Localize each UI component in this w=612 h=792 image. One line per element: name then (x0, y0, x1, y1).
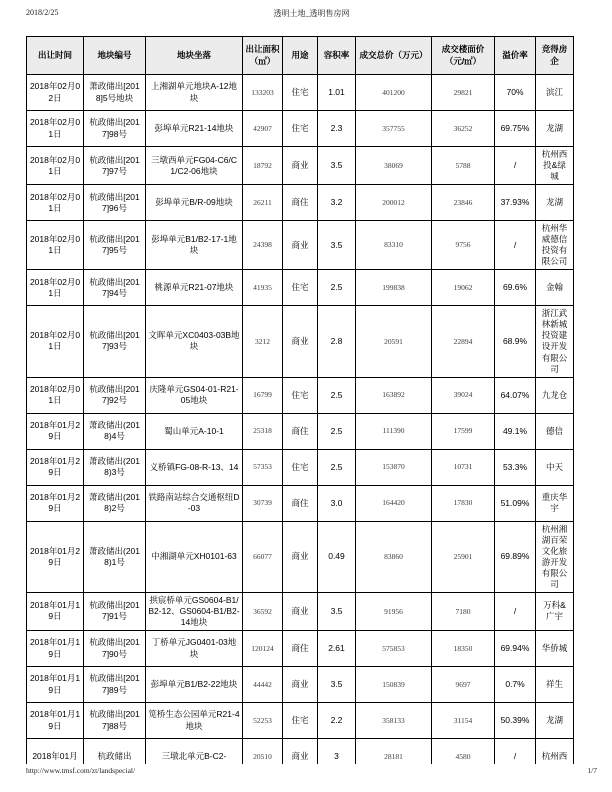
table-row (27, 667, 574, 703)
cell-far: 2.3 (318, 111, 356, 147)
cell-company: 杭州湘湖百荣文化旅游开发有限公司 (536, 521, 574, 592)
column-header: 溢价率 (495, 37, 536, 75)
table-row (27, 449, 574, 485)
cell-code: 杭政储出[2017]90号 (84, 631, 146, 667)
cell-area: 18792 (243, 147, 283, 185)
cell-area: 36592 (243, 592, 283, 630)
cell-company: 龙湖 (536, 111, 574, 147)
cell-far: 2.5 (318, 449, 356, 485)
land-transactions-table (26, 36, 574, 764)
table-row (27, 485, 574, 521)
table-row (27, 631, 574, 667)
cell-total-price: 163892 (356, 377, 432, 413)
cell-company: 龙湖 (536, 185, 574, 221)
cell-floor-price: 19062 (432, 270, 495, 306)
table-row (27, 270, 574, 306)
cell-far: 3.2 (318, 185, 356, 221)
cell-floor-price: 17830 (432, 485, 495, 521)
cell-date: 2018年02月01日 (27, 111, 84, 147)
cell-total-price: 575853 (356, 631, 432, 667)
cell-location: 铁路南站综合交通枢纽D-03 (146, 485, 243, 521)
cell-far: 3.5 (318, 147, 356, 185)
table-row (27, 703, 574, 739)
cell-location: 拱宸桥单元GS0604-B1/B2-12、GS0604-B1/B2-14地块 (146, 592, 243, 630)
cell-date: 2018年02月01日 (27, 306, 84, 377)
cell-total-price: 20591 (356, 306, 432, 377)
cell-floor-price: 36252 (432, 111, 495, 147)
cell-premium: 70% (495, 75, 536, 111)
cell-premium: 68.9% (495, 306, 536, 377)
footer-url: http://www.tmsf.com/zt/landspecial/ (26, 766, 136, 775)
cell-area: 24398 (243, 221, 283, 270)
cell-date: 2018年01月29日 (27, 485, 84, 521)
cell-far: 3.5 (318, 592, 356, 630)
cell-date: 2018年01月19日 (27, 592, 84, 630)
table-row (27, 306, 574, 377)
cell-premium: 53.3% (495, 449, 536, 485)
table-row (27, 75, 574, 111)
cell-use: 商业 (283, 592, 318, 630)
cell-total-price: 357755 (356, 111, 432, 147)
cell-total-price: 199838 (356, 270, 432, 306)
table-clip-region (26, 36, 574, 764)
cell-premium: / (495, 592, 536, 630)
cell-code: 杭政储出[2017]97号 (84, 147, 146, 185)
cell-location: 三墩北单元B-C2- (146, 739, 243, 764)
cell-area: 120124 (243, 631, 283, 667)
column-header: 地块编号 (84, 37, 146, 75)
cell-total-price: 150839 (356, 667, 432, 703)
cell-date: 2018年02月01日 (27, 377, 84, 413)
cell-floor-price: 39024 (432, 377, 495, 413)
cell-use: 商业 (283, 739, 318, 764)
print-footer (26, 766, 597, 778)
cell-company: 中天 (536, 449, 574, 485)
column-header: 地块坐落 (146, 37, 243, 75)
cell-premium: / (495, 221, 536, 270)
cell-floor-price: 29821 (432, 75, 495, 111)
cell-code: 萧政储出[2018]5号地块 (84, 75, 146, 111)
cell-total-price: 83860 (356, 521, 432, 592)
cell-company: 杭州华威德信投资有限公司 (536, 221, 574, 270)
cell-company: 九龙仓 (536, 377, 574, 413)
cell-code: 萧政储出(2018)2号 (84, 485, 146, 521)
cell-location: 三墩西单元FG04-C6/C1/C2-06地块 (146, 147, 243, 185)
cell-date: 2018年02月01日 (27, 221, 84, 270)
cell-company: 祥生 (536, 667, 574, 703)
cell-location: 上湘湖单元地块A-12地块 (146, 75, 243, 111)
cell-date: 2018年01月29日 (27, 521, 84, 592)
cell-use: 商住 (283, 485, 318, 521)
cell-company: 杭州西 (536, 739, 574, 764)
cell-premium: 64.07% (495, 377, 536, 413)
cell-total-price: 153870 (356, 449, 432, 485)
cell-premium: 69.6% (495, 270, 536, 306)
column-header: 出让面积（㎡） (243, 37, 283, 75)
table-row (27, 739, 574, 764)
cell-use: 住宅 (283, 703, 318, 739)
cell-floor-price: 22894 (432, 306, 495, 377)
cell-total-price: 111390 (356, 413, 432, 449)
cell-company: 浙江武林新城投资建设开发有限公司 (536, 306, 574, 377)
cell-far: 0.49 (318, 521, 356, 592)
cell-far: 2.61 (318, 631, 356, 667)
cell-code: 杭政储出[2017]93号 (84, 306, 146, 377)
cell-area: 133203 (243, 75, 283, 111)
cell-far: 3 (318, 739, 356, 764)
page-number: 1/7 (587, 766, 597, 775)
cell-far: 2.5 (318, 377, 356, 413)
cell-company: 龙湖 (536, 703, 574, 739)
cell-use: 住宅 (283, 449, 318, 485)
print-date: 2018/2/25 (26, 8, 59, 17)
cell-total-price: 401200 (356, 75, 432, 111)
column-header: 用途 (283, 37, 318, 75)
cell-area: 20510 (243, 739, 283, 764)
cell-floor-price: 5788 (432, 147, 495, 185)
cell-area: 66077 (243, 521, 283, 592)
cell-premium: 49.1% (495, 413, 536, 449)
cell-far: 2.5 (318, 270, 356, 306)
cell-use: 商住 (283, 631, 318, 667)
cell-far: 3.5 (318, 667, 356, 703)
cell-location: 庆隆单元GS04-01-R21-05地块 (146, 377, 243, 413)
cell-use: 商业 (283, 521, 318, 592)
cell-code: 杭政储出[2017]98号 (84, 111, 146, 147)
table-header-row (27, 37, 574, 75)
cell-far: 2.5 (318, 413, 356, 449)
cell-company: 滨江 (536, 75, 574, 111)
cell-date: 2018年01月19日 (27, 667, 84, 703)
cell-use: 商业 (283, 147, 318, 185)
cell-floor-price: 18350 (432, 631, 495, 667)
cell-floor-price: 17599 (432, 413, 495, 449)
cell-total-price: 83310 (356, 221, 432, 270)
cell-floor-price: 31154 (432, 703, 495, 739)
cell-location: 蜀山单元A-10-1 (146, 413, 243, 449)
cell-far: 3.0 (318, 485, 356, 521)
cell-code: 萧政储出(2018)4号 (84, 413, 146, 449)
cell-premium: 37.93% (495, 185, 536, 221)
cell-premium: / (495, 147, 536, 185)
cell-code: 杭政储出[2017]94号 (84, 270, 146, 306)
cell-total-price: 164420 (356, 485, 432, 521)
cell-code: 杭政储出[2017]92号 (84, 377, 146, 413)
cell-area: 57353 (243, 449, 283, 485)
cell-date: 2018年01月29日 (27, 413, 84, 449)
table-row (27, 413, 574, 449)
cell-use: 住宅 (283, 377, 318, 413)
cell-code: 杭政储出 (84, 739, 146, 764)
cell-location: 彭埠单元B1/B2-17-1地块 (146, 221, 243, 270)
cell-company: 德信 (536, 413, 574, 449)
cell-company: 华侨城 (536, 631, 574, 667)
cell-area: 16799 (243, 377, 283, 413)
table-row (27, 147, 574, 185)
cell-code: 萧政储出(2018)1号 (84, 521, 146, 592)
cell-area: 42907 (243, 111, 283, 147)
cell-location: 桃源单元R21-07地块 (146, 270, 243, 306)
cell-company: 万科&广宇 (536, 592, 574, 630)
cell-date: 2018年01月19日 (27, 631, 84, 667)
cell-area: 44442 (243, 667, 283, 703)
cell-premium: 69.89% (495, 521, 536, 592)
cell-area: 30739 (243, 485, 283, 521)
cell-far: 2.8 (318, 306, 356, 377)
cell-total-price: 28181 (356, 739, 432, 764)
cell-location: 彭埠单元R21-14地块 (146, 111, 243, 147)
cell-location: 文晖单元XC0403-03B地块 (146, 306, 243, 377)
cell-floor-price: 10731 (432, 449, 495, 485)
cell-premium: 51.09% (495, 485, 536, 521)
cell-premium: 50.39% (495, 703, 536, 739)
page-title: 透明土地_透明售房网 (273, 9, 350, 18)
cell-premium: / (495, 739, 536, 764)
cell-use: 住宅 (283, 111, 318, 147)
cell-area: 52253 (243, 703, 283, 739)
cell-use: 商住 (283, 413, 318, 449)
cell-area: 3212 (243, 306, 283, 377)
column-header: 容积率 (318, 37, 356, 75)
cell-location: 丁桥单元JG0401-03地块 (146, 631, 243, 667)
table-row (27, 521, 574, 592)
cell-area: 26211 (243, 185, 283, 221)
cell-use: 住宅 (283, 75, 318, 111)
table-row (27, 185, 574, 221)
column-header: 出让时间 (27, 37, 84, 75)
column-header: 成交楼面价（元/㎡） (432, 37, 495, 75)
cell-far: 3.5 (318, 221, 356, 270)
cell-floor-price: 4580 (432, 739, 495, 764)
table-row (27, 377, 574, 413)
cell-far: 2.2 (318, 703, 356, 739)
cell-use: 住宅 (283, 270, 318, 306)
cell-premium: 69.94% (495, 631, 536, 667)
cell-location: 笕桥生态公园单元R21-4地块 (146, 703, 243, 739)
cell-company: 杭州西投&绿城 (536, 147, 574, 185)
cell-location: 彭埠单元B1/B2-22地块 (146, 667, 243, 703)
cell-floor-price: 7180 (432, 592, 495, 630)
cell-use: 商业 (283, 667, 318, 703)
cell-company: 金翰 (536, 270, 574, 306)
cell-total-price: 200012 (356, 185, 432, 221)
cell-area: 25318 (243, 413, 283, 449)
cell-code: 杭政储出[2017]95号 (84, 221, 146, 270)
cell-location: 中湘湖单元XH0101-63 (146, 521, 243, 592)
cell-location: 义桥镇FG-08-R-13、14 (146, 449, 243, 485)
cell-date: 2018年01月19日 (27, 703, 84, 739)
cell-code: 杭政储出[2017]91号 (84, 592, 146, 630)
cell-use: 商业 (283, 306, 318, 377)
table-row (27, 111, 574, 147)
cell-date: 2018年02月02日 (27, 75, 84, 111)
cell-company: 重庆华宇 (536, 485, 574, 521)
cell-floor-price: 9697 (432, 667, 495, 703)
cell-code: 杭政储出[2017]96号 (84, 185, 146, 221)
cell-code: 杭政储出[2017]89号 (84, 667, 146, 703)
cell-total-price: 358133 (356, 703, 432, 739)
print-header (26, 8, 597, 20)
cell-date: 2018年01月 (27, 739, 84, 764)
cell-floor-price: 23846 (432, 185, 495, 221)
cell-use: 商住 (283, 185, 318, 221)
cell-total-price: 91956 (356, 592, 432, 630)
cell-floor-price: 25901 (432, 521, 495, 592)
cell-date: 2018年02月01日 (27, 185, 84, 221)
cell-premium: 0.7% (495, 667, 536, 703)
cell-date: 2018年02月01日 (27, 270, 84, 306)
cell-location: 彭埠单元B/R-09地块 (146, 185, 243, 221)
column-header: 成交总价（万元） (356, 37, 432, 75)
cell-use: 商业 (283, 221, 318, 270)
cell-date: 2018年02月01日 (27, 147, 84, 185)
cell-far: 1.01 (318, 75, 356, 111)
table-row (27, 221, 574, 270)
cell-floor-price: 9756 (432, 221, 495, 270)
column-header: 竞得房企 (536, 37, 574, 75)
cell-area: 41935 (243, 270, 283, 306)
cell-date: 2018年01月29日 (27, 449, 84, 485)
cell-code: 萧政储出(2018)3号 (84, 449, 146, 485)
cell-premium: 69.75% (495, 111, 536, 147)
cell-code: 杭政储出[2017]88号 (84, 703, 146, 739)
table-row (27, 592, 574, 630)
cell-total-price: 38069 (356, 147, 432, 185)
